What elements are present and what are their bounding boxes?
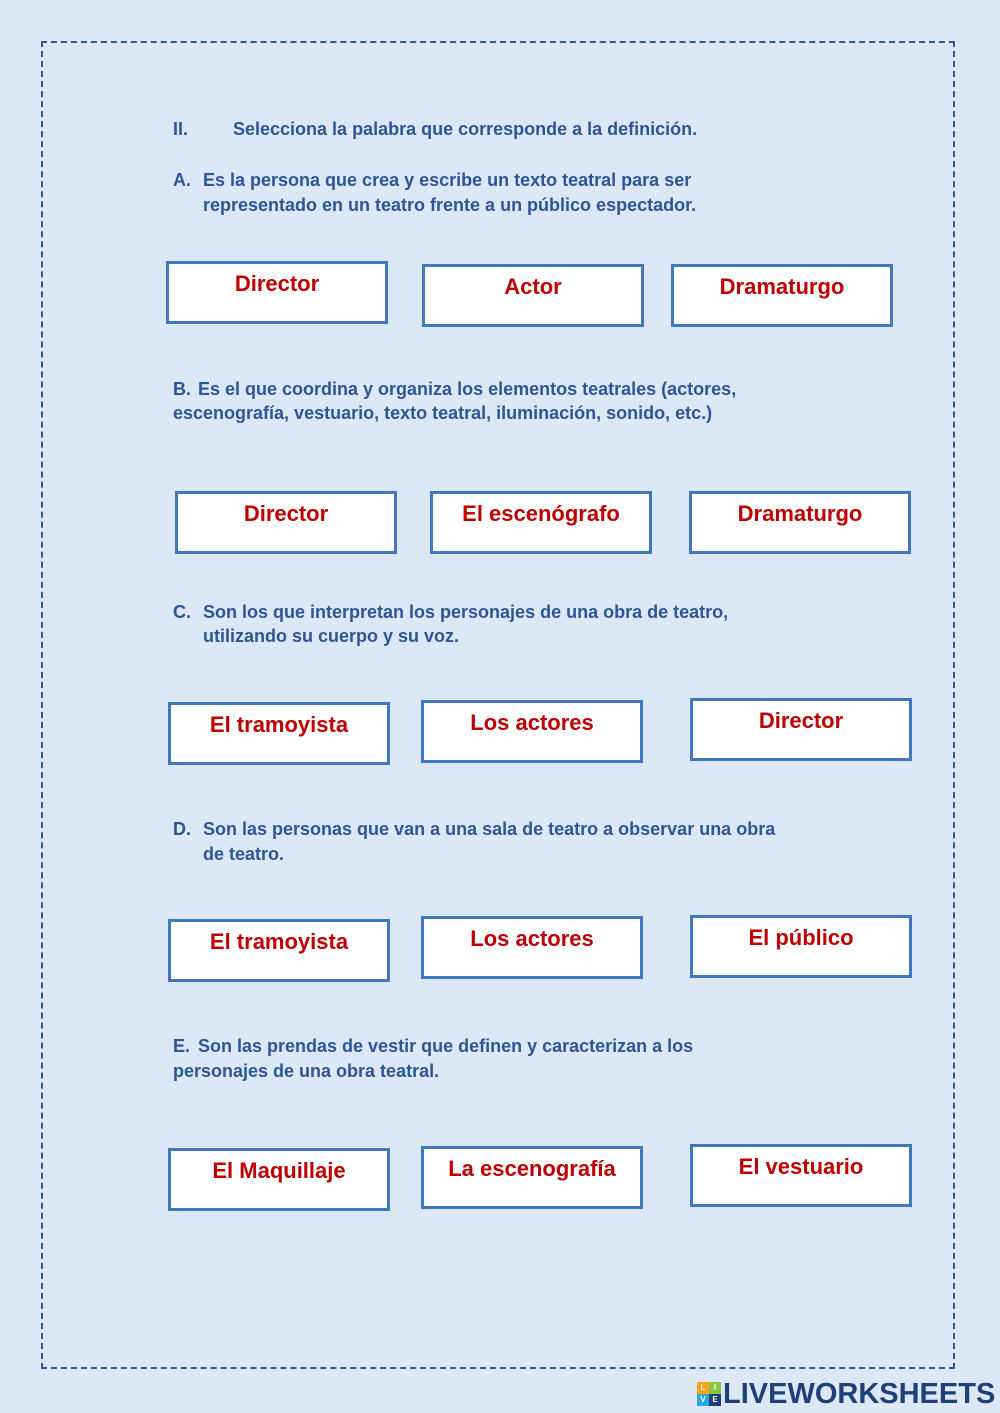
question-text-line: Es la persona que crea y escribe un texto teatral para ser <box>203 170 692 190</box>
option-button[interactable]: Dramaturgo <box>689 491 911 554</box>
question-text-line: Son las prendas de vestir que definen y caracterizan a los <box>198 1036 694 1056</box>
option-button[interactable]: Los actores <box>421 700 643 763</box>
option-button[interactable]: Director <box>175 491 397 554</box>
question-letter: A. <box>173 170 191 190</box>
question-text-line: representado en un teatro frente a un público espectador. <box>203 195 697 215</box>
question-text-line: Es el que coordina y organiza los elementos teatrales (actores, <box>198 379 737 399</box>
section-instruction: Selecciona la palabra que corresponde a la definición. <box>233 119 698 139</box>
option-button[interactable]: El tramoyista <box>168 702 390 765</box>
option-button[interactable]: El vestuario <box>690 1144 912 1207</box>
question-text-line: de teatro. <box>203 844 285 864</box>
question-letter: E. <box>173 1036 191 1056</box>
question-text-line: Son las personas que van a una sala de teatro a observar una obra <box>203 819 776 839</box>
question-text-line: utilizando su cuerpo y su voz. <box>203 626 460 646</box>
question-text-line: Son los que interpretan los personajes de una obra de teatro, <box>203 602 729 622</box>
liveworksheets-logo-icon <box>697 1382 721 1406</box>
option-button[interactable]: El tramoyista <box>168 919 390 982</box>
liveworksheets-logo <box>697 1378 995 1410</box>
logo-mark-letter: I <box>709 1382 721 1394</box>
question-letter: B. <box>173 379 191 399</box>
option-button[interactable]: El público <box>690 915 912 978</box>
logo-mark-letter: L <box>697 1382 709 1394</box>
option-button[interactable]: Actor <box>422 264 644 327</box>
option-button[interactable]: Dramaturgo <box>671 264 893 327</box>
question-letter: C. <box>173 602 191 622</box>
logo-mark-letter: V <box>697 1394 709 1406</box>
question-letter: D. <box>173 819 191 839</box>
option-button[interactable]: La escenografía <box>421 1146 643 1209</box>
question-text-line: personajes de una obra teatral. <box>173 1061 440 1081</box>
option-button[interactable]: Los actores <box>421 916 643 979</box>
option-button[interactable]: Director <box>166 261 388 324</box>
section-number: II. <box>173 119 189 139</box>
option-button[interactable]: Director <box>690 698 912 761</box>
logo-mark-letter: E <box>709 1394 721 1406</box>
option-button[interactable]: El escenógrafo <box>430 491 652 554</box>
question-text-line: escenografía, vestuario, texto teatral, iluminación, sonido, etc.) <box>173 403 713 423</box>
option-button[interactable]: El Maquillaje <box>168 1148 390 1211</box>
liveworksheets-logo-text: LIVEWORKSHEETS <box>723 1377 996 1410</box>
